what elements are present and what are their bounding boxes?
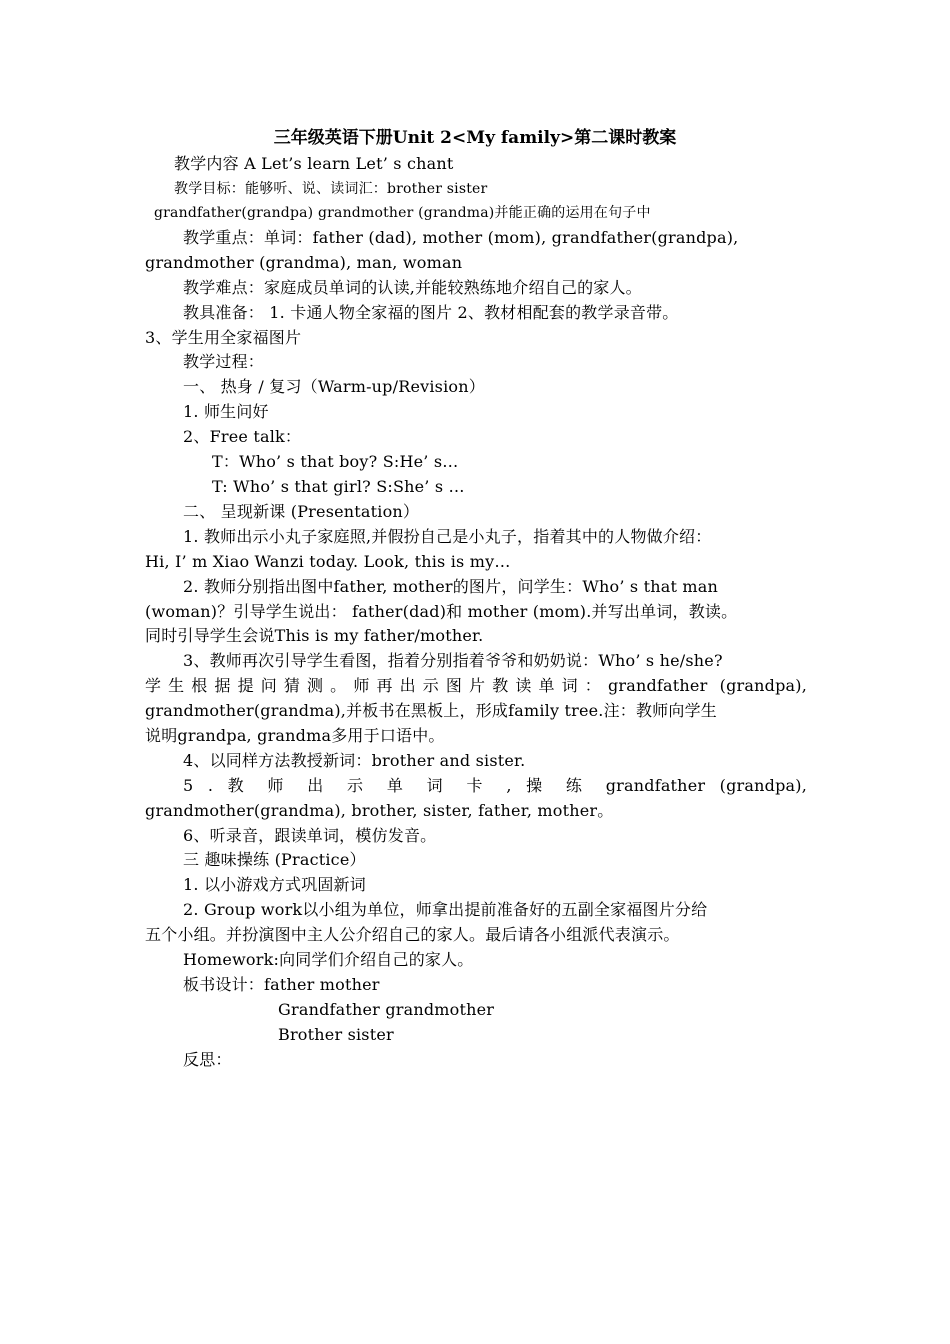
text-line: 1. 教师出示小丸子家庭照,并假扮自己是小丸子，指着其中的人物做介绍： bbox=[183, 527, 712, 546]
text-line: 教学内容 A Let’s learn Let’ s chant bbox=[174, 154, 454, 173]
text-line: Hi, I’ m Xiao Wanzi today. Look, this is my… bbox=[145, 552, 511, 571]
text-line: 教具准备： 1. 卡通人物全家福的图片 2、教材相配套的教学录音带。 bbox=[183, 303, 679, 322]
text-line: 同时引导学生会说This is my father/mother. bbox=[145, 626, 484, 645]
text-line: 说明grandpa, grandma多用于口语中。 bbox=[145, 726, 445, 745]
text-line: 教学重点：单词：father (dad), mother (mom), grandfather(grandpa), bbox=[183, 228, 739, 247]
text-line: T：Who’ s that boy? S:He’ s… bbox=[212, 452, 459, 471]
text-line: 教学过程： bbox=[183, 352, 265, 371]
text-line: 3、学生用全家福图片 bbox=[145, 328, 302, 347]
document-title: 三年级英语下册Unit 2<My family>第二课时教案 bbox=[273, 128, 677, 148]
homework-line: Homework:向同学们介绍自己的家人。 bbox=[183, 950, 474, 969]
text-line: grandmother(grandma), brother, sister, father, mother。 bbox=[145, 801, 614, 820]
board-design-line: Brother sister bbox=[278, 1025, 394, 1044]
text-line: 教学目标：能够听、说、读词汇：brother sister bbox=[174, 181, 488, 197]
section-heading: 二、 呈现新课 (Presentation） bbox=[183, 502, 420, 521]
text-line: grandmother (grandma), man, woman bbox=[145, 253, 463, 272]
text-line: 3、教师再次引导学生看图，指着分别指着爷爷和奶奶说：Who’ s he/she? bbox=[183, 651, 723, 670]
section-heading: 三 趣味操练 (Practice） bbox=[183, 850, 366, 869]
text-line: 教学难点：家庭成员单词的认读,并能较熟练地介绍自己的家人。 bbox=[183, 278, 642, 297]
text-line: 2. Group work以小组为单位，师拿出提前准备好的五副全家福图片分给 bbox=[183, 900, 708, 919]
text-line: grandmother(grandma),并板书在黑板上，形成family tree.注：教师向学生 bbox=[145, 701, 717, 720]
text-line: 五个小组。并扮演图中主人公介绍自己的家人。最后请各小组派代表演示。 bbox=[145, 925, 680, 944]
reflection-line: 反思： bbox=[183, 1050, 232, 1069]
text-line: 4、以同样方法教授新词：brother and sister. bbox=[183, 751, 526, 770]
text-line: grandfather(grandpa) grandmother (grandma)并能正确的运用在句子中 bbox=[154, 205, 651, 221]
section-heading: 一、 热身 / 复习（Warm-up/Revision） bbox=[183, 377, 485, 396]
text-line: T: Who’ s that girl? S:She’ s … bbox=[212, 477, 465, 496]
text-line: 5 . 教 师 出 示 单 词 卡 , 操 练 grandfather (grandpa), bbox=[183, 776, 807, 795]
text-line: 1. 以小游戏方式巩固新词 bbox=[183, 875, 366, 894]
text-line: 2、Free talk： bbox=[183, 427, 302, 446]
text-line: 学生根据提问猜测。师再出示图片教读单词：grandfather (grandpa), bbox=[145, 676, 807, 695]
text-line: 2. 教师分别指出图中father, mother的图片，问学生：Who’ s that man bbox=[183, 577, 718, 596]
board-design-line: Grandfather grandmother bbox=[278, 1000, 495, 1019]
text-line: 1. 师生问好 bbox=[183, 402, 269, 421]
text-line: (woman)？引导学生说出： father(dad)和 mother (mom).并写出单词，教读。 bbox=[145, 602, 738, 621]
text-line: 6、听录音，跟读单词，模仿发音。 bbox=[183, 826, 437, 845]
board-design-line: 板书设计：father mother bbox=[183, 975, 380, 994]
